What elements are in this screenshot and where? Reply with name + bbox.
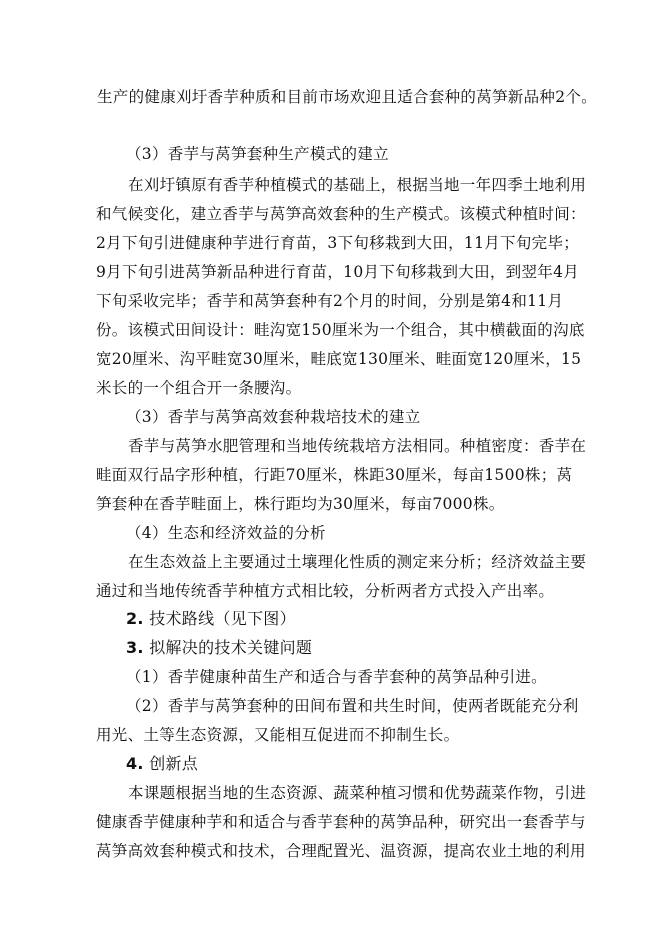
paragraph-line: 宽20厘米、沟平畦宽30厘米，畦底宽130厘米、畦面宽120厘米，15: [96, 350, 582, 368]
paragraph-line: 在刈圩镇原有香芋种植模式的基础上，根据当地一年四季土地利用: [128, 176, 587, 194]
section-heading-text: 创新点: [149, 754, 199, 773]
list-item: （1）香芋健康种苗生产和适合与香芋套种的莴笋品种引进。: [126, 668, 547, 686]
section-heading-innovation: [126, 754, 198, 774]
paragraph-line: 生产的健康刈圩香芋种质和目前市场欢迎且适合套种的莴笋新品种2个。: [97, 88, 597, 106]
section-heading-text: 技术路线（见下图）: [149, 609, 296, 628]
paragraph-line: 下旬采收完毕；香芋和莴笋套种有2个月的时间，分别是第4和11月: [96, 292, 564, 310]
paragraph-line: 健康香芋健康种芋和和适合与香芋套种的莴笋品种，研究出一套香芋与: [96, 813, 586, 831]
paragraph-line: 用光、土等生态资源，又能相互促进而不抑制生长。: [96, 726, 460, 744]
section-number: 4.: [126, 754, 144, 773]
section-number: 2.: [126, 609, 144, 628]
paragraph-line: 通过和当地传统香芋种植方式相比较，分析两者方式投入产出率。: [96, 582, 555, 600]
paragraph-line: 份。该模式田间设计：畦沟宽150厘米为一个组合，其中横截面的沟底: [96, 321, 585, 339]
paragraph-line: 本课题根据当地的生态资源、蔬菜种植习惯和优势蔬菜作物，引进: [128, 784, 587, 802]
paragraph-line: 莴笋高效套种模式和技术，合理配置光、温资源，提高农业土地的利用: [96, 842, 586, 860]
section-number: 3.: [126, 638, 144, 657]
paragraph-line: 畦面双行品字形种植，行距70厘米，株距30厘米，每亩1500株；莴: [96, 466, 573, 484]
paragraph-line: 香芋与莴笋水肥管理和当地传统栽培方法相同。种植密度：香芋在: [128, 437, 587, 455]
paragraph-line: 米长的一个组合开一条腰沟。: [96, 379, 302, 397]
subsection-title: （4）生态和经济效益的分析: [126, 524, 326, 542]
paragraph-line: 在生态效益上主要通过土壤理化性质的测定来分析；经济效益主要: [128, 553, 587, 571]
paragraph-line: 2月下旬引进健康种芋进行育苗，3下旬移栽到大田，11月下旬完毕；: [96, 234, 580, 252]
list-item: （2）香芋与莴笋套种的田间布置和共生时间，使两者既能充分利: [126, 697, 579, 715]
section-heading-text: 拟解决的技术关键问题: [149, 638, 313, 657]
paragraph-line: 笋套种在香芋畦面上，株行距均为30厘米，每亩7000株。: [96, 495, 505, 513]
paragraph-line: 和气候变化，建立香芋与莴笋高效套种的生产模式。该模式种植时间：: [96, 205, 586, 223]
section-heading-technical-route: [126, 609, 296, 629]
paragraph-line: 9月下旬引进莴笋新品种进行育苗，10月下旬移栽到大田，到翌年4月: [96, 263, 580, 281]
subsection-title: （3）香芋与莴笋套种生产模式的建立: [126, 145, 389, 163]
subsection-title: （3）香芋与莴笋高效套种栽培技术的建立: [126, 408, 421, 426]
section-heading-key-problems: [126, 638, 312, 658]
